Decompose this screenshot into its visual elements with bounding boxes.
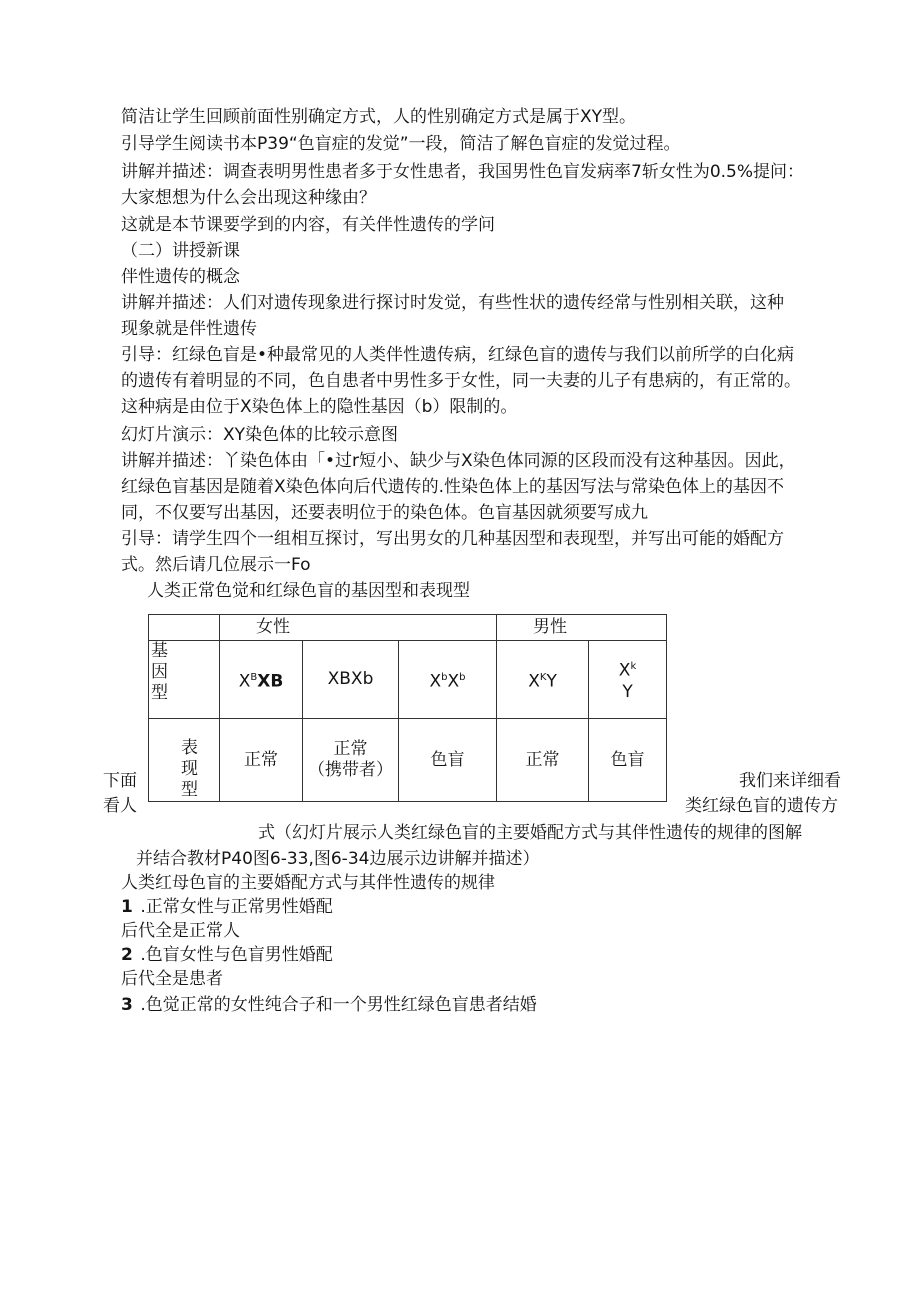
- genotype-cell: $X^bX^b$: [399, 641, 497, 719]
- side-text-left: 下面: [103, 771, 137, 791]
- paragraph: 并结合教材P40图6-33,图6-34边展示边讲解并描述）: [136, 849, 540, 869]
- phenotype-cell: 正常 （携带者）: [303, 719, 399, 802]
- phenotype-row-label: 表 现 型: [149, 719, 220, 802]
- paragraph: 讲解并描述：调查表明男性患者多于女性患者，我国男性色盲发病率7斩女性为0.5%提问：: [121, 162, 805, 182]
- female-header: 女性: [220, 615, 497, 641]
- section-heading: （二）讲授新课: [121, 241, 240, 261]
- genotype-row-label: 基 因 型: [149, 641, 220, 719]
- paragraph: 式（幻灯片展示人类红绿色盲的主要婚配方式与其伴性遗传的规律的图解: [258, 823, 802, 843]
- paragraph: 这就是本节课要学到的内容，有关伴性遗传的学问: [121, 215, 495, 235]
- list-item: 2 .色盲女性与色盲男性婚配: [121, 945, 333, 965]
- paragraph: 引导学生阅读书本P39“色盲症的发觉”一段，简洁了解色盲症的发觉过程。: [121, 134, 681, 154]
- male-header: 男性: [497, 615, 667, 641]
- paragraph: 后代全是正常人: [121, 921, 240, 941]
- table-title: 人类正常色觉和红绿色盲的基因型和表现型: [147, 581, 470, 601]
- paragraph: 大家想想为什么会出现这种缘由？: [121, 188, 376, 208]
- phenotype-cell: 正常: [220, 719, 303, 802]
- paragraph: 引导：请学生四个一组相互探讨，写出男女的几种基因型和表现型，并写出可能的婚配方: [121, 529, 784, 549]
- paragraph: 这种病是由位于X染色体上的隐性基因（b）限制的。: [121, 397, 518, 417]
- phenotype-cell: 色盲: [399, 719, 497, 802]
- genotype-cell: $X^BXB$: [220, 641, 303, 719]
- phenotype-cell: 色盲: [589, 719, 667, 802]
- genotype-table: [148, 614, 667, 802]
- side-text-left: 看人: [103, 796, 137, 816]
- subheading: 人类红母色盲的主要婚配方式与其伴性遗传的规律: [121, 873, 495, 893]
- genotype-cell: $X^KY$: [497, 641, 589, 719]
- paragraph: 讲解并描述：人们对遗传现象进行探讨时发觉，有些性状的遗传经常与性别相关联，这种: [121, 293, 784, 313]
- genotype-cell: $X^k$ Y: [589, 641, 667, 719]
- list-item: 1 .正常女性与正常男性婚配: [121, 897, 333, 917]
- paragraph: 后代全是患者: [121, 969, 223, 989]
- paragraph: 引导：红绿色盲是•种最常见的人类伴性遗传病，红绿色盲的遗传与我们以前所学的白化病: [121, 345, 795, 365]
- genotype-cell: XBXb: [303, 641, 399, 719]
- paragraph: 讲解并描述：丫染色体由「•过r短小、缺少与X染色体同源的区段而没有这种基因。因此，: [121, 451, 796, 471]
- table-corner-cell: [149, 615, 220, 641]
- paragraph: 式。然后请几位展示一Fo: [121, 555, 311, 575]
- side-text-right: 类红绿色盲的遗传方: [685, 796, 838, 816]
- paragraph: 幻灯片演示：XY染色体的比较示意图: [121, 425, 399, 445]
- paragraph: 的遗传有着明显的不同，色自患者中男性多于女性，同一夫妻的儿子有患病的，有正常的。: [121, 371, 801, 391]
- paragraph: 现象就是伴性遗传: [121, 319, 257, 339]
- list-item: 3 .色觉正常的女性纯合子和一个男性红绿色盲患者结婚: [121, 995, 537, 1015]
- subheading: 伴性遗传的概念: [121, 267, 240, 287]
- side-text-right: 我们来详细看: [739, 771, 841, 791]
- paragraph: 简洁让学生回顾前面性别确定方式，人的性别确定方式是属于XY型。: [121, 107, 637, 127]
- paragraph: 红绿色盲基因是随着X染色体向后代遗传的.性染色体上的基因写法与常染色体上的基因不: [121, 477, 785, 497]
- phenotype-cell: 正常: [497, 719, 589, 802]
- paragraph: 同，不仅要写出基因，还要表明位于的染色体。色盲基因就须要写成九: [121, 503, 648, 523]
